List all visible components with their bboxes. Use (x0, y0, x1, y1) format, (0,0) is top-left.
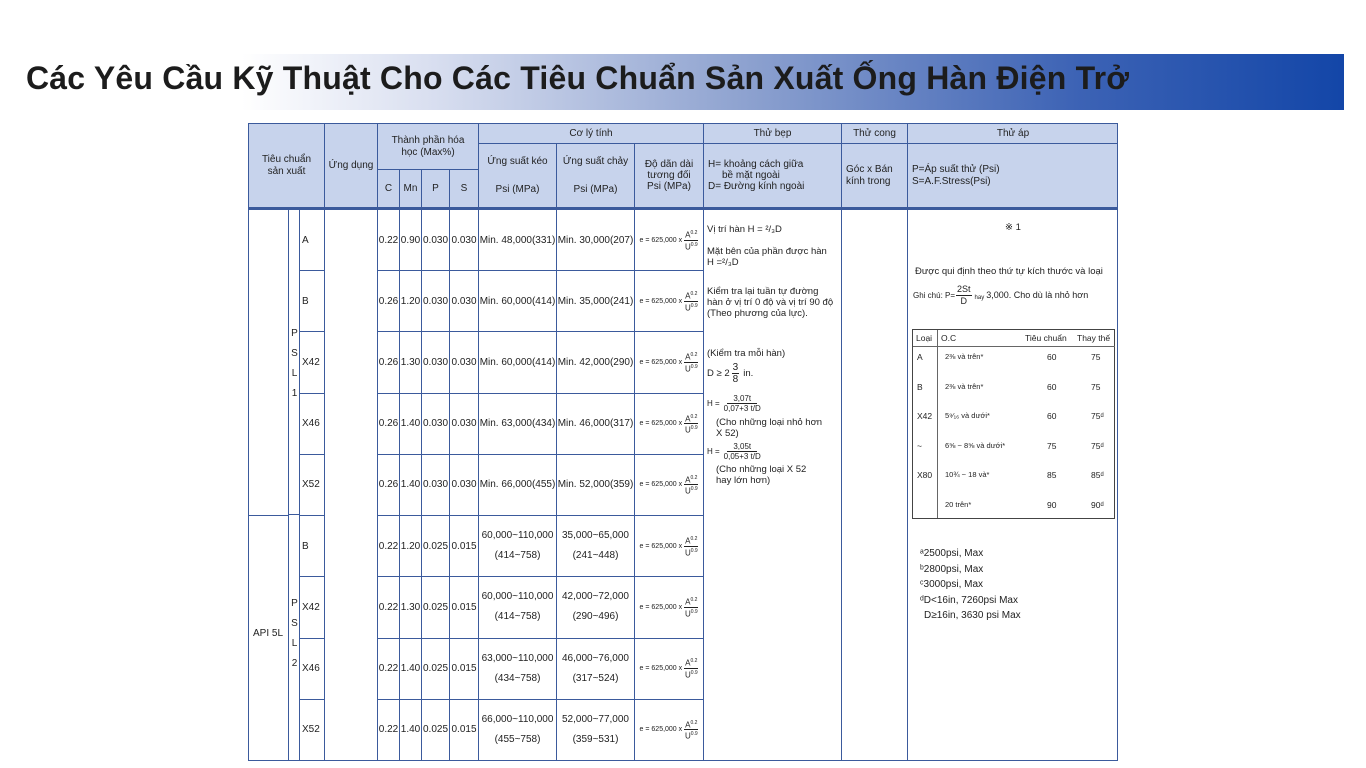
row-tensile-cell: Min. 66,000(455) (479, 455, 557, 516)
row-yield-cell: Min. 35,000(241) (557, 271, 635, 332)
row-s-cell: 0.030 (450, 332, 479, 393)
row-mn-cell: 1.20 (400, 271, 422, 332)
row-elongation-cell (635, 700, 704, 761)
header-s: S (450, 170, 479, 208)
row-c-cell: 0.26 (378, 455, 400, 516)
row-c-cell: 0.22 (378, 210, 400, 271)
pressure-footnote: ᵃ2500psi, Max (920, 548, 984, 559)
flatten-note-6: (Theo phương của lực). (707, 308, 808, 319)
row-elongation-cell (635, 332, 704, 393)
row-p-cell: 0.030 (422, 210, 450, 271)
row-p-cell: 0.030 (422, 455, 450, 516)
row-c-cell: 0.22 (378, 577, 400, 638)
row-p-cell: 0.030 (422, 394, 450, 455)
header-chem: Thành phần hóa học (Max%) (378, 124, 479, 170)
elongation-formula: e = 625,000 x $\frac{A^{0.2}}{U^{0.9}}$ (639, 597, 698, 619)
row-yield-cell: Min. 52,000(359) (557, 455, 635, 516)
flatten-formula-2: H = $\frac{3,05t}{0,05+3 t/D}$ (707, 442, 761, 461)
bend-column (842, 210, 908, 761)
row-elongation-cell (635, 210, 704, 271)
row-yield-cell: Min. 46,000(317) (557, 394, 635, 455)
row-yield-cell: 46,000~76,000 (317~524) (557, 639, 635, 700)
row-mn-cell: 1.40 (400, 394, 422, 455)
flatten-formula-1-note: (Cho những loại nhỏ hơn (716, 417, 823, 428)
row-grade-cell: X46 (300, 394, 325, 455)
pressure-footnote: ᶜ3000psi, Max (920, 579, 984, 590)
standard-label: API 5L (253, 628, 284, 639)
elongation-formula: e = 625,000 x $\frac{A^{0.2}}{U^{0.9}}$ (639, 658, 698, 680)
header-mn: Mn (400, 170, 422, 208)
standard-cell (249, 210, 289, 761)
flatten-formula-1-note-2: X 52) (716, 428, 739, 439)
psl1-label: P S L 1 (291, 328, 298, 399)
header-bend-desc: Góc x Bán kính trong (842, 144, 908, 208)
row-yield-cell: Min. 42,000(290) (557, 332, 635, 393)
elongation-formula: e = 625,000 x $\frac{A^{0.2}}{U^{0.9}}$ (639, 291, 698, 313)
row-s-cell: 0.030 (450, 210, 479, 271)
row-yield-cell: 35,000~65,000 (241~448) (557, 516, 635, 577)
row-p-cell: 0.025 (422, 577, 450, 638)
elongation-formula: e = 625,000 x $\frac{A^{0.2}}{U^{0.9}}$ (639, 474, 698, 497)
header-yield: Ứng suất chảy Psi (MPa) (557, 144, 635, 208)
pressure-footnote: D≥16in, 3630 psi Max (924, 610, 1021, 621)
flatten-note-3: H =²/₃D (707, 257, 739, 268)
elongation-formula: e = 625,000 x $\frac{A^{0.2}}{U^{0.9}}$ (639, 352, 698, 374)
row-yield-cell: 52,000~77,000 (359~531) (557, 700, 635, 761)
pressure-table-row: ~ 6⅝ ~ 8⅝ và dưới* 75 75ᵈ (917, 440, 1104, 451)
header-tensile: Ứng suất kéo Psi (MPa) (479, 144, 557, 208)
pressure-rule: Được qui định theo thứ tự kích thước và loại (915, 266, 1103, 277)
pressure-table-row: A 2⅜ và trên* 60 75 (917, 352, 1101, 362)
flatten-formula-1: H = $\frac{3,07t}{0,07+3 t/D}$ (707, 394, 761, 413)
row-tensile-cell: Min. 60,000(414) (479, 271, 557, 332)
flatten-note-2: Mặt bên của phần được hàn (707, 246, 827, 257)
header-flatten: Thử bẹp (704, 124, 842, 144)
row-c-cell: 0.26 (378, 271, 400, 332)
row-c-cell: 0.26 (378, 394, 400, 455)
header-pressure-desc: P=Áp suất thử (Psi) S=A.F.Stress(Psi) (908, 144, 1118, 208)
row-grade-cell: X52 (300, 700, 325, 761)
row-grade-cell: B (300, 271, 325, 332)
row-yield-cell: Min. 30,000(207) (557, 210, 635, 271)
header-mech: Cơ lý tính (479, 124, 704, 144)
row-p-cell: 0.025 (422, 700, 450, 761)
flatten-formula-2-note-2: hay lớn hơn) (716, 475, 771, 486)
standard-divider (249, 515, 289, 516)
row-elongation-cell (635, 639, 704, 700)
pressure-table (912, 329, 1115, 519)
pressure-table-header: Loại O.C Tiêu chuẩn Thay thế (916, 333, 1111, 343)
pressure-table-row: 20 trên* 90 90ᵈ (945, 499, 1104, 510)
header-c: C (378, 170, 400, 208)
flatten-formula-2-note: (Cho những loại X 52 (716, 464, 807, 475)
row-s-cell: 0.030 (450, 271, 479, 332)
row-s-cell: 0.030 (450, 394, 479, 455)
elongation-formula: e = 625,000 x $\frac{A^{0.2}}{U^{0.9}}$ (639, 536, 698, 558)
header-pressure: Thử áp (908, 124, 1118, 144)
flatten-note-1: Vị trí hàn H = ²/₃D (707, 224, 782, 235)
row-elongation-cell (635, 577, 704, 638)
row-mn-cell: 1.30 (400, 577, 422, 638)
row-p-cell: 0.025 (422, 516, 450, 577)
row-elongation-cell (635, 394, 704, 455)
pressure-table-row: B 2⅜ và trên* 60 75 (917, 381, 1101, 392)
header-p: P (422, 170, 450, 208)
row-elongation-cell (635, 516, 704, 577)
flatten-note-4: Kiểm tra lại tuần tự đường (707, 286, 819, 297)
row-grade-cell: X42 (300, 577, 325, 638)
pressure-mark: ※ 1 (1005, 222, 1021, 233)
row-grade-cell: A (300, 210, 325, 271)
row-mn-cell: 1.20 (400, 516, 422, 577)
row-grade-cell: X52 (300, 455, 325, 516)
header-bend: Thử cong (842, 124, 908, 144)
pressure-formula: Ghi chú: P= $\frac{2St}{D}$ hay 3,000. Cho dù là nhỏ hơn (913, 284, 1089, 306)
row-grade-cell: X42 (300, 332, 325, 393)
flatten-note-5: hàn ở vị trí 0 độ và vị trí 90 độ (707, 297, 834, 308)
row-p-cell: 0.025 (422, 639, 450, 700)
flatten-d-rule: D ≥ 2 $\frac{3}{8}$ in. (707, 362, 754, 385)
row-mn-cell: 0.90 (400, 210, 422, 271)
row-yield-cell: 42,000~72,000 (290~496) (557, 577, 635, 638)
elongation-formula: e = 625,000 x $\frac{A^{0.2}}{U^{0.9}}$ (639, 719, 698, 742)
row-s-cell: 0.015 (450, 577, 479, 638)
elongation-formula: e = 625,000 x $\frac{A^{0.2}}{U^{0.9}}$ (639, 413, 698, 435)
row-s-cell: 0.030 (450, 455, 479, 516)
row-p-cell: 0.030 (422, 271, 450, 332)
row-p-cell: 0.030 (422, 332, 450, 393)
row-c-cell: 0.22 (378, 639, 400, 700)
row-c-cell: 0.22 (378, 516, 400, 577)
row-tensile-cell: Min. 48,000(331) (479, 210, 557, 271)
row-s-cell: 0.015 (450, 516, 479, 577)
row-grade-cell: B (300, 516, 325, 577)
pressure-table-row: X42 5⁹⁄₁₆ và dưới* 60 75ᵈ (917, 411, 1104, 421)
row-tensile-cell: 66,000~110,000 (455~758) (479, 700, 557, 761)
pressure-table-row: X80 10¾ ~ 18 và* 85 85ᵈ (917, 470, 1104, 480)
application-column (325, 210, 378, 761)
row-tensile-cell: 60,000~110,000 (414~758) (479, 516, 557, 577)
row-tensile-cell: Min. 60,000(414) (479, 332, 557, 393)
header-standard: Tiêu chuẩn sản xuất (249, 124, 325, 208)
row-tensile-cell: 63,000~110,000 (434~758) (479, 639, 557, 700)
row-c-cell: 0.26 (378, 332, 400, 393)
row-s-cell: 0.015 (450, 700, 479, 761)
row-c-cell: 0.22 (378, 700, 400, 761)
spec-table (248, 123, 1118, 761)
elongation-formula: e = 625,000 x $\frac{A^{0.2}}{U^{0.9}}$ (639, 229, 698, 252)
row-elongation-cell (635, 271, 704, 332)
header-application: Ứng dụng (325, 124, 378, 208)
row-tensile-cell: Min. 63,000(434) (479, 394, 557, 455)
row-elongation-cell (635, 455, 704, 516)
row-tensile-cell: 60,000~110,000 (414~758) (479, 577, 557, 638)
row-mn-cell: 1.40 (400, 700, 422, 761)
psl2-label: P S L 2 (291, 598, 298, 669)
row-grade-cell: X46 (300, 639, 325, 700)
row-mn-cell: 1.40 (400, 455, 422, 516)
row-mn-cell: 1.40 (400, 639, 422, 700)
flatten-note-7: (Kiểm tra mỗi hàn) (707, 348, 786, 359)
page-title: Các Yêu Cầu Kỹ Thuật Cho Các Tiêu Chuẩn Sản Xuất Ống Hàn Điện Trở (26, 60, 1130, 96)
pressure-footnote: ᵇ2800psi, Max (920, 563, 984, 575)
pressure-footnote: ᵈD<16in, 7260psi Max (920, 594, 1018, 606)
row-mn-cell: 1.30 (400, 332, 422, 393)
header-flatten-desc: H= khoảng cách giữa bề mặt ngoài D= Đường kính ngoài (704, 144, 842, 208)
row-s-cell: 0.015 (450, 639, 479, 700)
header-elongation: Độ dãn dài tương đối Psi (MPa) (635, 144, 704, 208)
